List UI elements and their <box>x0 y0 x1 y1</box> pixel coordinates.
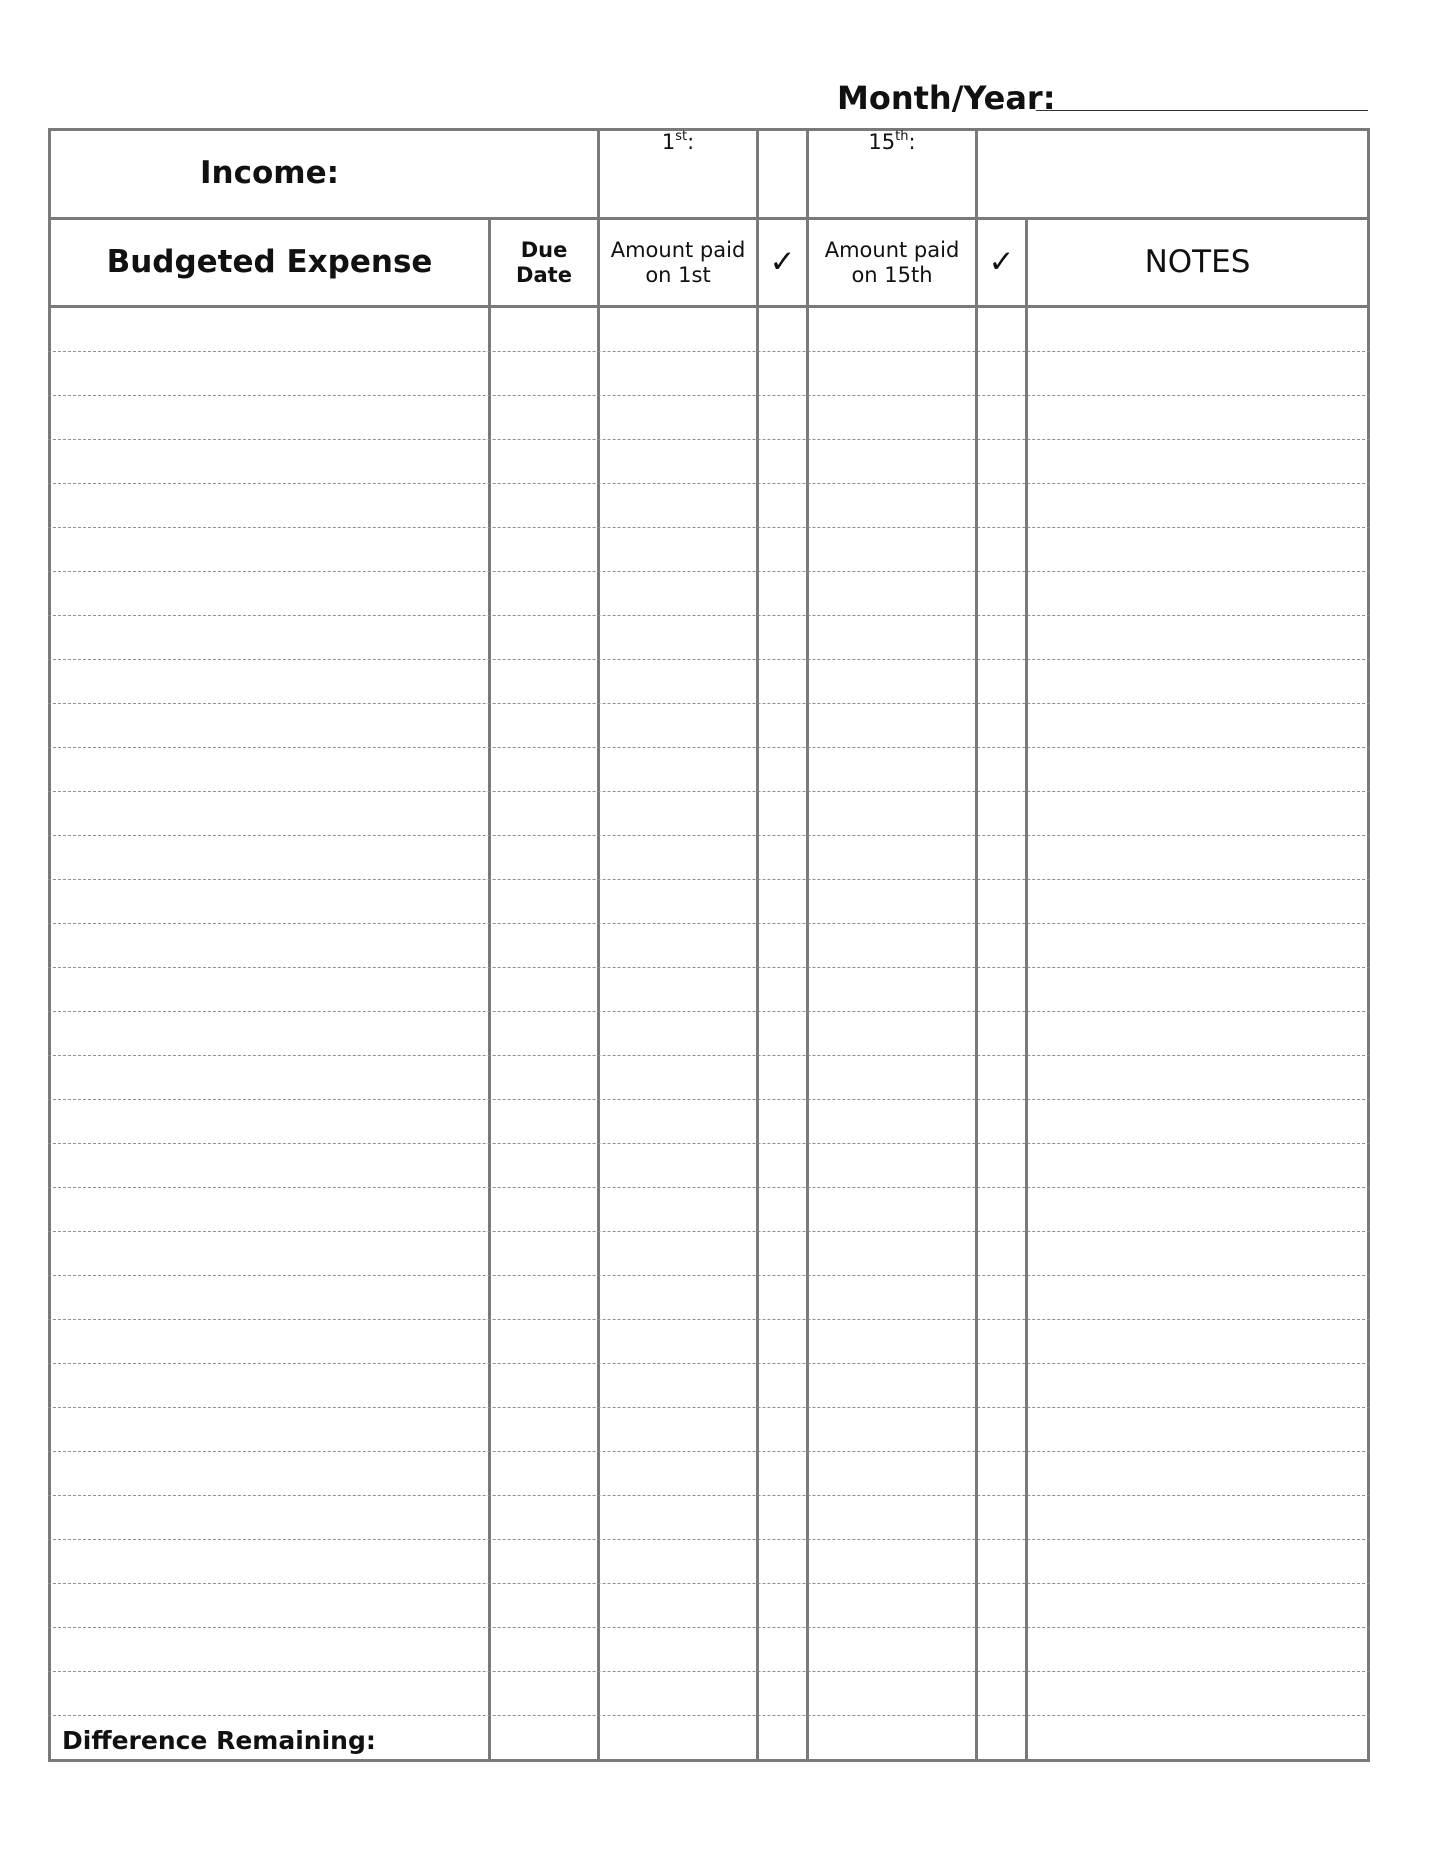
expense-row-line <box>48 1319 1370 1320</box>
expense-row[interactable] <box>51 837 1367 878</box>
expense-row-line <box>48 923 1370 924</box>
expense-row[interactable] <box>51 1277 1367 1318</box>
expense-row[interactable] <box>51 397 1367 438</box>
expense-row[interactable] <box>51 1189 1367 1230</box>
expense-row-line <box>48 747 1370 748</box>
fifteenth-payday-colon: : <box>908 130 916 154</box>
amount-paid-15th-header <box>809 220 975 305</box>
first-payday-ordinal: st <box>675 129 688 144</box>
due-date-header-line1: Due <box>520 238 568 263</box>
fifteenth-payday-ordinal: th <box>895 129 909 144</box>
expense-row[interactable] <box>51 793 1367 834</box>
expense-row[interactable] <box>51 705 1367 746</box>
notes-header: NOTES <box>1144 243 1251 280</box>
first-payday-number: 1 <box>661 130 676 154</box>
expense-row-line <box>48 483 1370 484</box>
expense-row-line <box>48 1583 1370 1584</box>
expense-row-line <box>48 571 1370 572</box>
expense-row[interactable] <box>51 441 1367 482</box>
amount-paid-1st-header-line2: on 1st <box>645 262 711 287</box>
expense-row[interactable] <box>51 1321 1367 1362</box>
first-payday-colon: : <box>687 130 695 154</box>
expense-row-line <box>48 791 1370 792</box>
expense-row[interactable] <box>51 1145 1367 1186</box>
checkmark-icon: ✓ <box>988 243 1015 280</box>
expense-row[interactable] <box>51 925 1367 966</box>
table-right-border <box>1367 128 1370 1762</box>
expense-row[interactable] <box>51 881 1367 922</box>
fifteenth-payday-label <box>809 130 975 154</box>
expense-row[interactable] <box>51 1057 1367 1098</box>
expense-row-line <box>48 1363 1370 1364</box>
expense-row[interactable] <box>51 749 1367 790</box>
expense-row[interactable] <box>51 353 1367 394</box>
expense-row-line <box>48 615 1370 616</box>
expense-row-line <box>48 1671 1370 1672</box>
expense-row-line <box>48 1055 1370 1056</box>
expense-row-line <box>48 659 1370 660</box>
expense-row-line <box>48 835 1370 836</box>
expense-row-line <box>48 1715 1370 1716</box>
difference-remaining-label: Difference Remaining: <box>62 1726 376 1755</box>
amount-paid-1st-header-line1: Amount paid <box>610 238 746 263</box>
expense-row[interactable] <box>51 1453 1367 1494</box>
expense-row[interactable] <box>51 969 1367 1010</box>
expense-row-line <box>48 527 1370 528</box>
expense-row[interactable] <box>51 1497 1367 1538</box>
expense-row[interactable] <box>51 661 1367 702</box>
first-payday-label <box>600 130 756 154</box>
header-row-bottom-border <box>48 305 1370 308</box>
expense-row[interactable] <box>51 1673 1367 1714</box>
expense-row-line <box>48 1407 1370 1408</box>
fifteenth-payday-number: 15 <box>868 130 896 154</box>
expense-row-line <box>48 1451 1370 1452</box>
expense-row-line <box>48 879 1370 880</box>
expense-row[interactable] <box>51 309 1367 350</box>
expense-row-line <box>48 395 1370 396</box>
amount-paid-1st-header <box>600 220 756 305</box>
month-year-label: Month/Year: <box>837 79 1056 117</box>
expense-row-line <box>48 1187 1370 1188</box>
expense-row-line <box>48 439 1370 440</box>
due-date-header <box>491 220 597 305</box>
expense-row-line <box>48 703 1370 704</box>
expense-row[interactable] <box>51 1585 1367 1626</box>
expense-row-line <box>48 1099 1370 1100</box>
expense-row-line <box>48 1539 1370 1540</box>
amount-paid-15th-header-line1: Amount paid <box>824 238 960 263</box>
budgeted-expense-header: Budgeted Expense <box>106 243 433 280</box>
expense-row[interactable] <box>51 1013 1367 1054</box>
income-label: Income: <box>199 155 339 192</box>
expense-row[interactable] <box>51 1233 1367 1274</box>
expense-row[interactable] <box>51 1101 1367 1142</box>
expense-row[interactable] <box>51 529 1367 570</box>
month-year-input-line[interactable] <box>1036 110 1368 111</box>
expense-row[interactable] <box>51 573 1367 614</box>
expense-row[interactable] <box>51 1629 1367 1670</box>
expense-row[interactable] <box>51 1365 1367 1406</box>
expense-row-line <box>48 1143 1370 1144</box>
expense-row-line <box>48 351 1370 352</box>
due-date-header-line2: Date <box>516 262 572 287</box>
expense-row-line <box>48 1495 1370 1496</box>
expense-row-line <box>48 1231 1370 1232</box>
expense-row[interactable] <box>51 485 1367 526</box>
checkmark-icon: ✓ <box>769 243 796 280</box>
expense-row-line <box>48 1627 1370 1628</box>
expense-row-line <box>48 1011 1370 1012</box>
expense-row-line <box>48 1275 1370 1276</box>
expense-row-line <box>48 967 1370 968</box>
expense-row[interactable] <box>51 617 1367 658</box>
table-bottom-border <box>48 1759 1370 1762</box>
expense-row[interactable] <box>51 1541 1367 1582</box>
amount-paid-15th-header-line2: on 15th <box>851 262 933 287</box>
expense-row[interactable] <box>51 1409 1367 1450</box>
